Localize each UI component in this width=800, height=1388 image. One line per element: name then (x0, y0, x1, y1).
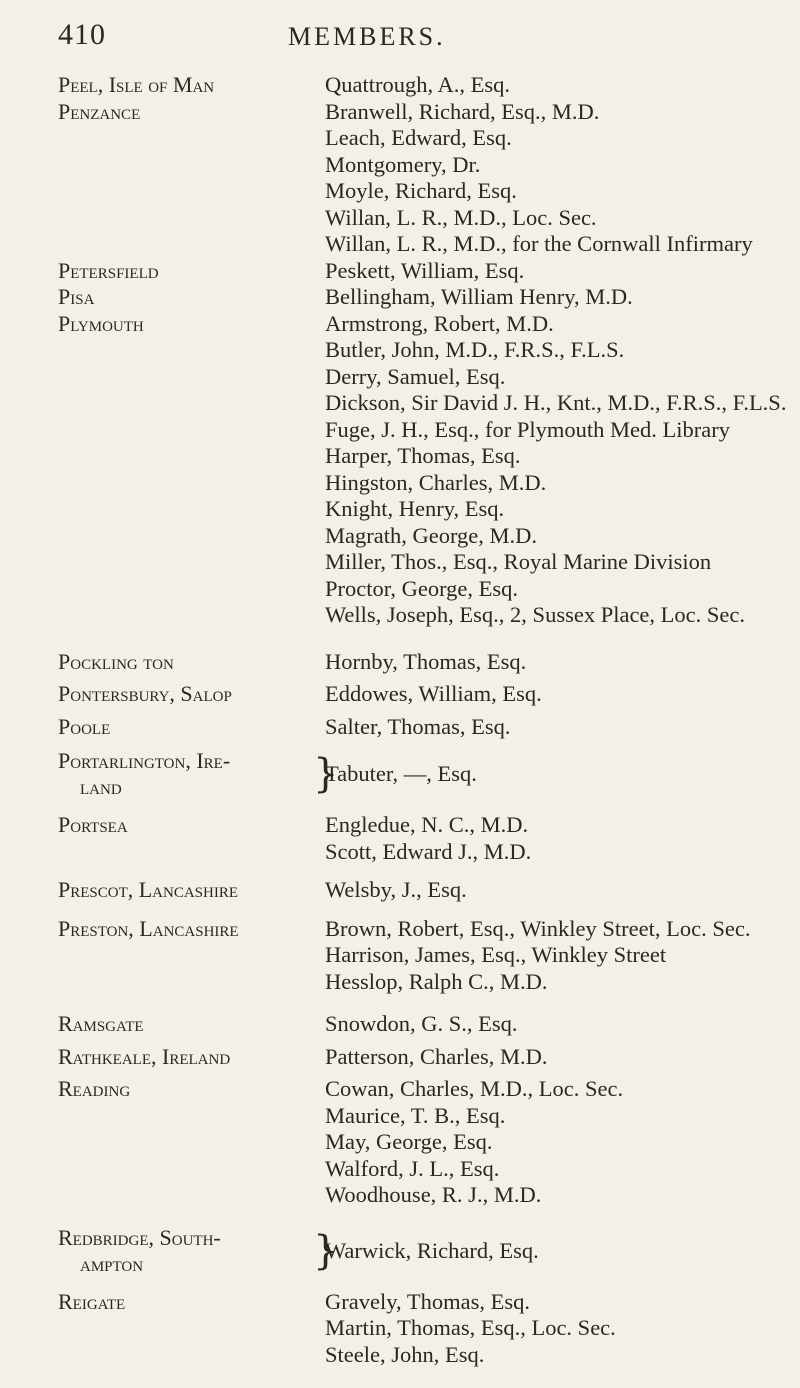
member: Dickson, Sir David J. H., Knt., M.D., F.R.S., F.L.S. (325, 390, 787, 415)
member: Proctor, George, Esq. (325, 575, 519, 601)
member: May, George, Esq. (325, 1129, 493, 1154)
place-name: Pontersbury, Salop (58, 681, 232, 706)
member: Welsby, J., Esq. (325, 877, 467, 902)
page-title: MEMBERS. (288, 22, 446, 51)
entry-pocklington (0, 649, 800, 676)
member: Magrath, George, M.D. (325, 522, 538, 548)
place-name: Pisa (58, 284, 95, 309)
member: Fuge, J. H., Esq., for Plymouth Med. Library (325, 416, 730, 442)
place-name: Reading (58, 1076, 131, 1101)
member-list (325, 258, 795, 285)
member-list (325, 284, 795, 311)
member: Derry, Samuel, Esq. (325, 363, 506, 389)
page-header (0, 18, 800, 58)
member: Snowdon, G. S., Esq. (325, 1011, 518, 1036)
member-list (325, 1011, 795, 1038)
member: Woodhouse, R. J., M.D. (325, 1182, 542, 1207)
member-list (325, 72, 795, 99)
brace-icon: } (313, 751, 339, 797)
entry-ramsgate (0, 1011, 800, 1038)
member: Bellingham, William Henry, M.D. (325, 284, 633, 309)
place-name: Pockling ton (58, 648, 174, 674)
member: Tabuter, —, Esq. (325, 761, 477, 786)
member: Maurice, T. B., Esq. (325, 1102, 506, 1128)
entry-reigate (0, 1289, 800, 1369)
entry-poole (0, 714, 800, 741)
place-line: ampton (80, 1250, 144, 1276)
entry-redbridge (0, 1225, 800, 1279)
member: Leach, Edward, Esq. (325, 125, 512, 150)
entry-peel (0, 72, 800, 99)
member: Martin, Thomas, Esq., Loc. Sec. (325, 1315, 616, 1340)
member: Hingston, Charles, M.D. (325, 469, 547, 495)
entry-reading (0, 1076, 800, 1209)
member: Cowan, Charles, M.D., Loc. Sec. (325, 1076, 624, 1101)
member: Branwell, Richard, Esq., M.D. (325, 98, 600, 124)
member-list (325, 916, 795, 996)
member-list (325, 714, 795, 741)
member: Willan, L. R., M.D., for the Cornwall Infirmary (325, 231, 753, 256)
entry-petersfield (0, 258, 800, 285)
member: Warwick, Richard, Esq. (325, 1237, 539, 1263)
member: Peskett, William, Esq. (325, 257, 525, 283)
member: Salter, Thomas, Esq. (325, 713, 511, 739)
member: Walford, J. L., Esq. (325, 1155, 500, 1181)
entry-pontersbury (0, 681, 800, 708)
place-name: Plymouth (58, 310, 144, 336)
place-name: Petersfield (58, 257, 159, 283)
place-line: land (80, 774, 122, 799)
member: Willan, L. R., M.D., Loc. Sec. (325, 204, 597, 230)
entry-portarlington (0, 748, 800, 802)
member-list (325, 1289, 795, 1369)
member: Eddowes, William, Esq. (325, 681, 542, 706)
place-name: Preston, Lancashire (58, 915, 239, 941)
entry-prescot (0, 877, 800, 904)
member: Miller, Thos., Esq., Royal Marine Division (325, 549, 712, 574)
member: Hesslop, Ralph C., M.D. (325, 968, 548, 994)
member: Quattrough, A., Esq. (325, 72, 510, 97)
member: Montgomery, Dr. (325, 151, 481, 177)
member-list (325, 681, 795, 708)
entry-pisa (0, 284, 800, 311)
member: Butler, John, M.D., F.R.S., F.L.S. (325, 337, 625, 362)
place-line: Redbridge, South- (58, 1224, 221, 1250)
member-list (325, 877, 795, 904)
member-list (325, 99, 795, 258)
member: Wells, Joseph, Esq., 2, Sussex Place, Loc. Sec. (325, 602, 746, 627)
place-line: Portarlington, Ire- (58, 748, 231, 773)
member-list (325, 1225, 795, 1265)
member: Moyle, Richard, Esq. (325, 178, 517, 203)
member: Harper, Thomas, Esq. (325, 443, 521, 468)
entry-rathkeale (0, 1044, 800, 1071)
place-name: Ramsgate (58, 1011, 144, 1036)
entry-preston (0, 916, 800, 996)
member: Knight, Henry, Esq. (325, 496, 505, 521)
member: Gravely, Thomas, Esq. (325, 1288, 530, 1314)
member: Brown, Robert, Esq., Winkley Street, Loc. Sec. (325, 915, 751, 941)
page-number: 410 (58, 18, 106, 51)
place-name: Poole (58, 713, 111, 739)
place-name: Peel, Isle of Man (58, 72, 215, 97)
brace-icon: } (313, 1227, 339, 1274)
entry-portsea (0, 812, 800, 865)
member: Patterson, Charles, M.D. (325, 1043, 548, 1069)
member: Hornby, Thomas, Esq. (325, 648, 527, 674)
place-name (58, 1225, 313, 1277)
member: Engledue, N. C., M.D. (325, 812, 529, 837)
place-name: Rathkeale, Ireland (58, 1043, 231, 1069)
member-list (325, 1044, 795, 1071)
member: Scott, Edward J., M.D. (325, 838, 532, 864)
member-list (325, 649, 795, 676)
member: Armstrong, Robert, M.D. (325, 310, 554, 336)
entry-penzance (0, 99, 800, 258)
members-list (0, 72, 800, 1388)
member: Harrison, James, Esq., Winkley Street (325, 942, 667, 967)
member-list (325, 1076, 795, 1209)
place-name: Reigate (58, 1288, 126, 1314)
place-name (58, 748, 313, 800)
entry-plymouth (0, 311, 800, 629)
member-list (325, 748, 795, 788)
place-name: Penzance (58, 98, 141, 124)
place-name: Prescot, Lancashire (58, 877, 239, 902)
place-name: Portsea (58, 812, 128, 837)
member: Steele, John, Esq. (325, 1341, 485, 1367)
member-list (325, 812, 795, 865)
member-list (325, 311, 795, 629)
